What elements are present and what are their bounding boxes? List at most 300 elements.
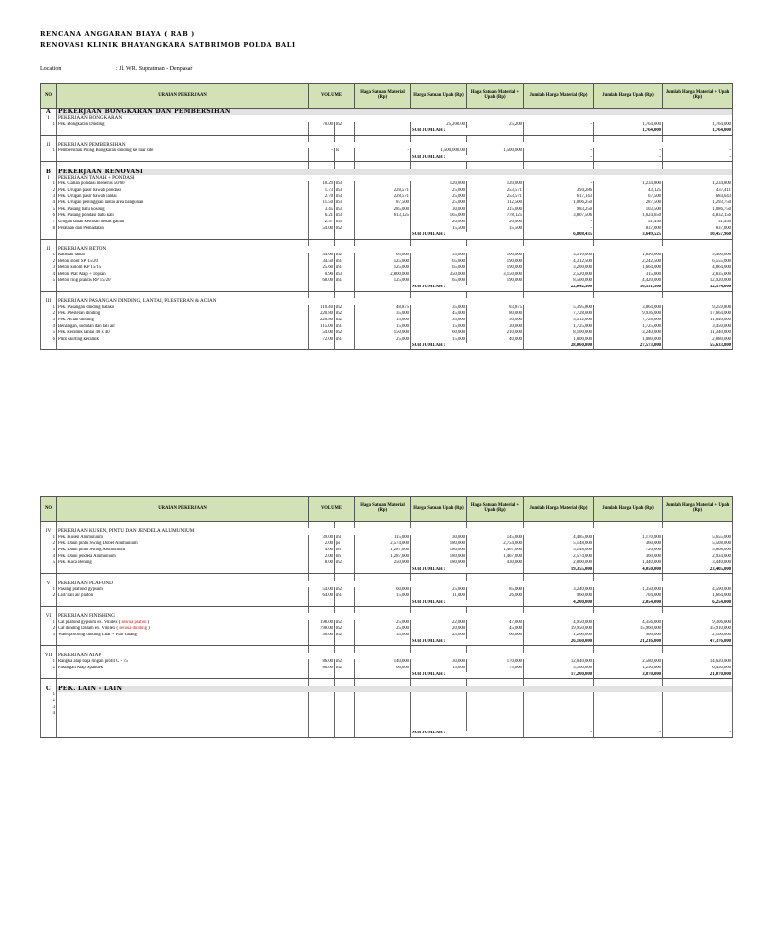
item-jumlah-upah: 837,000	[594, 226, 663, 232]
item-harga-material-upah: 45,000	[467, 626, 524, 632]
spacer-cell	[663, 522, 733, 529]
spacer-cell	[309, 574, 335, 581]
item-jumlah-material: 5,148,000	[524, 541, 594, 547]
item-harga-upah: 35,000	[411, 253, 467, 259]
group-title: PEKERJAAN PEMBERSIHAN	[57, 142, 733, 148]
spacer-cell	[41, 239, 57, 246]
spacer-cell	[467, 607, 524, 614]
spacer-cell	[309, 291, 335, 298]
item-unit: m3	[335, 181, 355, 187]
spacer-cell	[335, 239, 355, 246]
item-harga-material-upah: 60,000	[467, 633, 524, 639]
item-description-text: Rabatan lantai	[58, 252, 85, 258]
item-unit: m2	[335, 626, 355, 632]
spacer-cell	[57, 135, 309, 142]
subtotal-blank	[57, 155, 309, 162]
subtotal-blank	[57, 232, 309, 239]
item-unit: ps	[335, 541, 355, 547]
subtotal-material: 22,042,500	[524, 285, 594, 292]
item-harga-material-upah: 1,500,000	[467, 148, 524, 154]
item-unit: m3	[335, 188, 355, 194]
item-unit: m1	[335, 324, 355, 330]
item-description-text: Perataan dan Pemadatan	[58, 226, 104, 231]
item-note: sesrua plafon	[121, 619, 147, 625]
item-harga-material: 613,125	[355, 213, 411, 219]
item-jumlah-upah: 7,728,000	[594, 318, 663, 324]
item-jumlah-material: 1,260,000	[524, 633, 594, 639]
item-jumlah-material: 1,006,250	[524, 200, 594, 206]
item-number: 3	[41, 265, 57, 271]
item-jumlah-material-upah: 5,868,000	[663, 548, 733, 554]
item-harga-upah: 25,000	[411, 633, 467, 639]
subtotal-row	[41, 731, 733, 738]
item-description-text: Rangka atap baja ringan profil C - 75	[58, 659, 128, 665]
item-jumlah-upah: 1,170,000	[594, 535, 663, 541]
item-unit: m2	[335, 633, 355, 639]
spacer-cell	[594, 162, 663, 169]
spacer-cell	[594, 135, 663, 142]
item-number: 6	[41, 213, 57, 219]
subtotal-blank	[41, 600, 57, 607]
item-jumlah-material-upah: 5,655,000	[663, 535, 733, 541]
item-harga-upah: 25,200.00	[411, 122, 467, 128]
subtotal-upah: 1,764,000	[594, 128, 663, 135]
spacer-cell	[335, 135, 355, 142]
spacer-cell	[355, 574, 411, 581]
subtotal-blank	[41, 155, 57, 162]
spacer-cell	[663, 291, 733, 298]
item-jumlah-material-upah: 4,832,156	[663, 213, 733, 219]
subtotal-blank	[41, 232, 57, 239]
subtotal-material: 19,355,000	[524, 567, 594, 574]
item-unit: bh	[335, 554, 355, 560]
item-number: 2	[41, 699, 57, 705]
item-jumlah-upah: 1,234,800	[594, 181, 663, 187]
item-harga-material-upah: 30,000	[467, 324, 524, 330]
item-unit: m2	[335, 253, 355, 259]
subtotal-blank	[355, 128, 411, 135]
subtotal-blank	[57, 128, 309, 135]
subtotal-blank	[309, 639, 335, 646]
spacer-cell	[467, 522, 524, 529]
item-description-text: Pek. Urugan pasir bawah pondasi	[58, 187, 121, 193]
spacer-cell	[411, 291, 467, 298]
item-unit: m1	[335, 265, 355, 271]
item-harga-material-upah: 83,875	[467, 305, 524, 311]
item-jumlah-material: 5,160,000	[524, 666, 594, 672]
subtotal-row	[41, 600, 733, 607]
item-volume: 86.00	[309, 666, 335, 672]
item-number: 6	[41, 337, 57, 343]
item-jumlah-material: -	[524, 220, 594, 226]
item-harga-material-upah: 190,000	[467, 265, 524, 271]
item-jumlah-material: 8,500,000	[524, 278, 594, 284]
item-jumlah-material-upah: 6,555,000	[663, 259, 733, 265]
item-description-text: Pek. Pasang pondasi batu kali	[58, 213, 114, 219]
spacer-cell	[335, 646, 355, 653]
spacer-cell	[594, 679, 663, 686]
subtotal-row	[41, 343, 733, 350]
spacer-cell	[309, 646, 335, 653]
spacer-row	[41, 679, 733, 686]
header-harga-material-upah: Haga Satuan Material + Upah (Rp)	[467, 84, 524, 109]
item-jumlah-material: 5,148,000	[524, 548, 594, 554]
subtotal-blank	[309, 731, 335, 738]
item-harga-upah: 25,000	[411, 194, 467, 200]
subtotal-material: -	[524, 731, 594, 738]
item-harga-material-upah: 47,000	[467, 620, 524, 626]
item-jumlah-upah: 4,356,000	[594, 620, 663, 626]
item-description-text: Pek. Urugan peninggian lantai area bangunan	[58, 200, 144, 206]
item-number: 1	[41, 253, 57, 259]
item-number: 4	[41, 554, 57, 560]
spacer-cell	[594, 291, 663, 298]
item-harga-material-upah: 120,000	[467, 181, 524, 187]
item-jumlah-material-upah: 5,400,000	[663, 253, 733, 259]
item-harga-material-upah: 15,500	[467, 226, 524, 232]
subtotal-material: 6,808,435	[524, 232, 594, 239]
location-value: : Jl. WR. Supratman - Denpasar	[116, 66, 193, 72]
item-number: 2	[41, 541, 57, 547]
item-volume: 70.00	[309, 122, 335, 128]
item-jumlah-material-upah: 2,835,000	[663, 272, 733, 278]
item-jumlah-material-upah: 1,234,800	[663, 181, 733, 187]
spacer-cell	[524, 607, 594, 614]
item-harga-material: 15,000	[355, 324, 411, 330]
item-jumlah-material: 7,728,000	[524, 311, 594, 317]
item-harga-upah: 65,000	[411, 265, 467, 271]
spacer-cell	[309, 162, 335, 169]
item-jumlah-material-upah: 2,934,000	[663, 554, 733, 560]
group-number: V	[41, 581, 57, 587]
item-unit: m2	[335, 318, 355, 324]
spacer-cell	[594, 239, 663, 246]
item-volume: 1.73	[309, 188, 335, 194]
subtotal-blank	[57, 343, 309, 350]
item-jumlah-upah: 287,500	[594, 200, 663, 206]
item-jumlah-material-upah: 12,920,000	[663, 278, 733, 284]
item-volume: 39.00	[309, 535, 335, 541]
item-harga-material: 35,000	[355, 633, 411, 639]
item-volume: 54.00	[309, 587, 335, 593]
item-unit: m2	[335, 330, 355, 336]
group-number: III	[41, 298, 57, 304]
item-jumlah-material-upah: 2,880,000	[663, 337, 733, 343]
item-harga-material-upah: 430,000	[467, 560, 524, 566]
item-description-text: Cat dinding Dalam ex. Vinilex (	[58, 626, 119, 632]
item-harga-material: 15,000	[355, 318, 411, 324]
item-unit: m2	[335, 311, 355, 317]
group-number: II	[41, 246, 57, 252]
item-volume: 110.40	[309, 305, 335, 311]
subtotal-blank	[309, 232, 335, 239]
item-harga-upah: 15,500	[411, 226, 467, 232]
subtotal-blank	[355, 672, 411, 679]
group-title: PEKERJAAN ATAP	[57, 653, 733, 659]
header-no: NO	[41, 84, 57, 109]
spacer-cell	[57, 522, 309, 529]
subtotal-label: SUB JUMLAH :	[411, 285, 524, 292]
item-number: 1	[41, 620, 57, 626]
section-number: C	[41, 686, 57, 692]
item-harga-material: 228,571	[355, 194, 411, 200]
item-unit: m2	[335, 587, 355, 593]
item-harga-upah: 120,000	[411, 181, 467, 187]
subtotal-blank	[355, 731, 411, 738]
spacer-cell	[411, 239, 467, 246]
subtotal-row	[41, 567, 733, 574]
subtotal-material: 28,060,800	[524, 343, 594, 350]
subtotal-row	[41, 155, 733, 162]
item-harga-material: 35,000	[355, 311, 411, 317]
item-description-text: Beton Plat Atap + Topian	[58, 271, 106, 277]
spacer-cell	[309, 679, 335, 686]
item-volume: 34.50	[309, 259, 335, 265]
item-jumlah-material: 5,395,800	[524, 305, 594, 311]
item-harga-material: 150,000	[355, 330, 411, 336]
item-jumlah-upah: 1,290,000	[594, 666, 663, 672]
spacer-row	[41, 239, 733, 246]
item-number: 1	[41, 122, 57, 128]
item-number: 5	[41, 207, 57, 213]
item-jumlah-material-upah: 3,450,000	[663, 324, 733, 330]
subtotal-blank	[41, 731, 57, 738]
item-jumlah-material: 12,040,000	[524, 659, 594, 665]
spacer-cell	[335, 574, 355, 581]
section-number: A	[41, 109, 57, 116]
item-volume: 86.00	[309, 659, 335, 665]
item-unit: m3	[335, 220, 355, 226]
subtotal-blank	[335, 128, 355, 135]
item-number: 2	[41, 626, 57, 632]
item-jumlah-material: 3,510,000	[524, 253, 594, 259]
item-number: 2	[41, 259, 57, 265]
item-jumlah-material: 19,950,000	[524, 626, 594, 632]
spacer-cell	[335, 522, 355, 529]
item-number: 4	[41, 324, 57, 330]
subtotal-blank	[335, 600, 355, 607]
spacer-cell	[355, 162, 411, 169]
group-title: PEKERJAAN TANAH + PONDASI	[57, 175, 733, 181]
item-jumlah-upah: 1,024,650	[594, 213, 663, 219]
item-number: 3	[41, 633, 57, 639]
spacer-cell	[41, 162, 57, 169]
item-volume: 10.29	[309, 181, 335, 187]
item-description-text: Pembersihan Puing Bongkaran dinding ke luar site	[58, 148, 154, 154]
spacer-cell	[594, 646, 663, 653]
subtotal-upah: -	[594, 731, 663, 738]
item-volume: 8.00	[309, 560, 335, 566]
spacer-cell	[411, 574, 467, 581]
item-harga-upah: 180,000	[411, 548, 467, 554]
subtotal-blank	[41, 567, 57, 574]
spacer-cell	[41, 135, 57, 142]
item-harga-material-upah: 20,000	[467, 220, 524, 226]
item-volume: 798.00	[309, 626, 335, 632]
item-description-text: Pek. Acian dinding	[58, 317, 94, 323]
subtotal-row	[41, 672, 733, 679]
item-number: 5	[41, 278, 57, 284]
item-jumlah-material: 617,143	[524, 194, 594, 200]
item-jumlah-upah: 43,125	[594, 188, 663, 194]
rab-table-page-2	[40, 496, 733, 738]
subtotal-blank	[355, 567, 411, 574]
subtotal-blank	[57, 639, 309, 646]
header-harga-upah: Harga Satuan Upah (Rp)	[411, 84, 467, 109]
item-harga-material-upah: 40,000	[467, 337, 524, 343]
spacer-cell	[467, 162, 524, 169]
item-jumlah-material: 2,000,000	[524, 560, 594, 566]
item-description-text: Pek. Plesteran dinding	[58, 311, 101, 316]
item-jumlah-material: 2,520,000	[524, 272, 594, 278]
subtotal-blank	[309, 155, 335, 162]
header-no: NO	[41, 497, 57, 522]
subtotal-upah: 2,054,000	[594, 600, 663, 607]
item-number: 2	[41, 593, 57, 599]
spacer-cell	[663, 239, 733, 246]
item-jumlah-upah: 67,500	[594, 194, 663, 200]
item-harga-material-upah: 2,754,000	[467, 541, 524, 547]
item-harga-material-upah: 100,000	[467, 253, 524, 259]
item-jumlah-upah: 1,080,000	[594, 337, 663, 343]
item-jumlah-material-upah: 11,340,000	[663, 330, 733, 336]
item-description-text: Pek. Kaca Bening	[58, 560, 92, 566]
item-jumlah-upah: 2,580,000	[594, 659, 663, 665]
subtotal-material	[524, 128, 594, 135]
group-title: PEKERJAAN KUSEN, PINTU DAN JENDELA ALUMUNIUM	[57, 528, 733, 534]
item-harga-material-upah: 190,000	[467, 259, 524, 265]
item-volume: 0.90	[309, 272, 335, 278]
subtotal-upah: 3,649,525	[594, 232, 663, 239]
subtotal-blank	[335, 285, 355, 292]
header-uraian: URAIAN PEKERJAAN	[57, 497, 309, 522]
item-jumlah-upah: 51,450	[594, 220, 663, 226]
subtotal-label: SUB JUMLAH :	[411, 639, 524, 646]
item-harga-material: 125,000	[355, 259, 411, 265]
item-description-text: List/Tali air plafon	[58, 593, 94, 599]
item-jumlah-upah: 315,000	[594, 272, 663, 278]
spacer-cell	[411, 135, 467, 142]
item-number: 1	[41, 535, 57, 541]
item-jumlah-upah: 103,500	[594, 207, 663, 213]
item-jumlah-material-upah: 684,643	[663, 194, 733, 200]
header-uraian: URAIAN PEKERJAAN	[57, 84, 309, 109]
item-description-text: Pasangan Atap Spandek	[58, 665, 104, 671]
item-description-text: Pek. Galian pondasi menerus 50/60	[58, 181, 125, 187]
spacer-cell	[335, 162, 355, 169]
spacer-cell	[355, 607, 411, 614]
item-description-text: Pek. Daun pintu Swing Alumunium	[58, 547, 126, 553]
subtotal-material-upah: 21,070,000	[663, 672, 733, 679]
item-harga-upah: 22,000	[411, 620, 467, 626]
group-number: VII	[41, 653, 57, 659]
item-number: 5	[41, 560, 57, 566]
subtotal-material: 17,200,000	[524, 672, 594, 679]
item-volume: 3.45	[309, 207, 335, 213]
item-number: 3	[41, 705, 57, 711]
item-harga-upah: 350,000	[411, 272, 467, 278]
item-unit: ls	[335, 148, 355, 154]
item-number: 5	[41, 330, 57, 336]
item-harga-upah: 25,000	[411, 188, 467, 194]
subtotal-upah: 27,573,000	[594, 343, 663, 350]
item-volume: 25.60	[309, 265, 335, 271]
item-description-text: Pek. Daun pintu Swing Dobel Alumunium	[58, 541, 138, 547]
item-harga-upah: 15,000	[411, 337, 467, 343]
subtotal-blank	[309, 343, 335, 350]
subtotal-label: SUB JUMLAH :	[411, 567, 524, 574]
item-jumlah-material: 960,000	[524, 593, 594, 599]
item-jumlah-material-upah: 837,000	[663, 226, 733, 232]
item-jumlah-upah: 360,000	[594, 554, 663, 560]
spacer-cell	[411, 522, 467, 529]
spacer-row	[41, 522, 733, 529]
item-harga-upah: 15,000	[411, 324, 467, 330]
item-harga-material: 87,500	[355, 200, 411, 206]
item-number: 1	[41, 587, 57, 593]
spacer-row	[41, 291, 733, 298]
spacer-cell	[355, 239, 411, 246]
item-description-text: Pek. Bongkaran Dinding	[58, 121, 105, 127]
item-volume: 2.00	[309, 541, 335, 547]
item-harga-material-upah: 25,200	[467, 122, 524, 128]
header-harga-material: Haga Satuan Material (Rp)	[355, 497, 411, 522]
spacer-cell	[335, 679, 355, 686]
item-volume: 2.57	[309, 220, 335, 226]
subtotal-blank	[335, 232, 355, 239]
item-jumlah-material-upah: 4,590,000	[663, 587, 733, 593]
subtotal-blank	[41, 672, 57, 679]
item-jumlah-material-upah: 1,293,750	[663, 200, 733, 206]
item-harga-upah: 15,000	[411, 666, 467, 672]
item-jumlah-upah: 1,725,000	[594, 324, 663, 330]
spacer-cell	[411, 607, 467, 614]
subtotal-blank	[41, 343, 57, 350]
subtotal-material-upah: 55,633,800	[663, 343, 733, 350]
spacer-cell	[57, 574, 309, 581]
header-harga-upah: Harga Satuan Upah (Rp)	[411, 497, 467, 522]
spacer-cell	[41, 574, 57, 581]
subtotal-blank	[57, 731, 309, 738]
item-volume: 4.00	[309, 548, 335, 554]
item-harga-material-upah: 75,000	[467, 666, 524, 672]
item-harga-material: 1,287,000	[355, 554, 411, 560]
subtotal-upah: 4,050,000	[594, 567, 663, 574]
item-jumlah-material: 4,950,000	[524, 620, 594, 626]
item-jumlah-material: -	[524, 181, 594, 187]
item-harga-material: 125,000	[355, 265, 411, 271]
item-harga-upah: 30,000	[411, 535, 467, 541]
spacer-row	[41, 162, 733, 169]
item-jumlah-material: 4,485,000	[524, 535, 594, 541]
spacer-row	[41, 135, 733, 142]
item-volume: 36.00	[309, 633, 335, 639]
item-harga-material: 115,000	[355, 535, 411, 541]
item-jumlah-material-upah: 17,664,000	[663, 311, 733, 317]
spacer-cell	[355, 646, 411, 653]
subtotal-blank	[335, 567, 355, 574]
item-jumlah-material: 8,100,000	[524, 330, 594, 336]
item-unit: m1	[335, 259, 355, 265]
spacer-cell	[524, 646, 594, 653]
item-harga-upah: 1,500,000.00	[411, 148, 467, 154]
subtotal-blank	[335, 672, 355, 679]
item-unit: m1	[335, 593, 355, 599]
item-jumlah-upah: 360,000	[594, 541, 663, 547]
spacer-cell	[355, 679, 411, 686]
item-harga-material-upah: 1,467,000	[467, 554, 524, 560]
subtotal-material-upah: 6,254,000	[663, 600, 733, 607]
